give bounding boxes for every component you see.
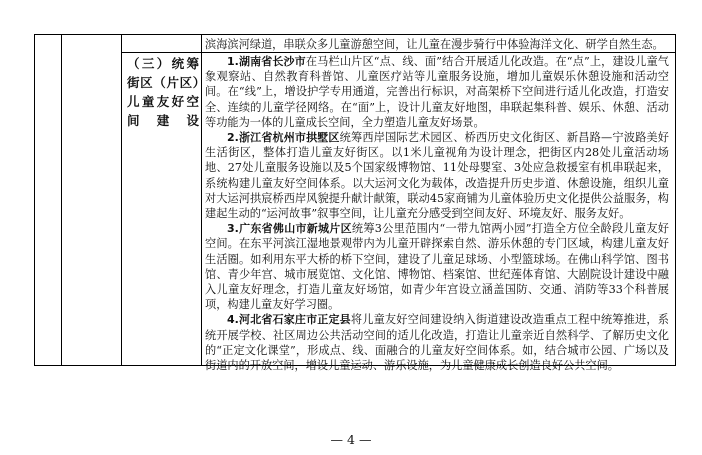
case-text: 在马栏山片区“点、线、面”结合开展适儿化改造。在“点”上，建设儿童气象观察站、自然教育科普馆、儿童医疗站等儿童服务设施，增加儿童娱乐休憩设施和活动空间。在“线”上，增设护学专用通道，完善出行标识，对高架桥下空间进行适儿化改造，打造安全、连续的儿童学径网络。在“面”上，设计儿童友好地图，串联起集科普、娱乐、休憩、活动等功能为一体的儿童成长空间，全力塑造儿童友好场景。 <box>205 55 669 129</box>
case-text: 将儿童友好空间建设纳入街道建设改造重点工程中统筹推进，系统开展学校、社区周边公共活动空间的适儿化改造，打造让儿童亲近自然科学、了解历史文化的“正定文化课堂”，形成点、线、面融合的儿童友好空间体系。如，结合城市公园、广场以及街道内的开放空间，增设儿童运动、游乐设施，为儿童健康成长创造良好公共空间。 <box>205 313 669 373</box>
case-title: 1.湖南省长沙市 <box>227 55 306 68</box>
table-row-divider <box>121 52 675 53</box>
policy-table <box>34 34 676 373</box>
case-text: 统筹3公里范围内“一带九馆两小园”打造全方位全龄段儿童友好空间。在东平河滨江湿地景观带内为儿童开辟探索自然、游乐休憩的专门区域，构建儿童友好生活圈。如利用东平大桥的桥下空间，建设了儿童足球场、小型篮球场。在佛山科学馆、图书馆、青少年宫、城市展览馆、文化馆、博物馆、档案馆、世纪莲体育馆、大剧院设计建设中融入儿童友好理念，打造儿童友好场馆，如青少年宫设立涵盖国防、交通、消防等33个科普展项，构建儿童友好学习圈。 <box>205 222 669 312</box>
case-title: 2.浙江省杭州市拱墅区 <box>227 131 340 145</box>
case-paragraph <box>205 221 669 312</box>
case-title: 3.广东省佛山市新城片区 <box>227 222 352 236</box>
case-paragraph <box>205 130 669 221</box>
category-cell: （三）统筹街区（片区）儿童友好空间建设 <box>127 56 199 128</box>
case-text: 统筹西岸国际艺术园区、桥西历史文化街区、新昌路—宁波路美好生活街区，整体打造儿童友好街区。以1米儿童视角为设计理念，把街区内28处儿童活动场地、27处儿童服务设施以及5个国家级博物馆、11处母婴室、3处应急救援室有机串联起来，系统构建儿童友好空间体系。以大运河文化为载体，改造提升历史步道、休憩设施，组织儿童对大运河拱宸桥西岸风貌提升献计献策，联动45家商铺为儿童体验历史文化提供公益服务，构建起生动的“运河故事”叙事空间，让儿童充分感受到空间友好、环境友好、服务友好。 <box>205 131 669 221</box>
content-cell <box>205 54 669 373</box>
case-paragraph <box>205 54 669 130</box>
table-row-text: 滨海滨河绿道，串联众多儿童游憩空间，让儿童在漫步骑行中体验海洋文化、研学自然生态。 <box>205 38 664 51</box>
table-column-divider <box>61 35 62 365</box>
case-title: 4.河北省石家庄市正定县 <box>227 313 351 327</box>
table-column-divider <box>201 35 202 365</box>
case-paragraph <box>205 312 669 373</box>
page-number: — 4 — <box>330 432 372 447</box>
table-column-divider <box>121 35 122 365</box>
